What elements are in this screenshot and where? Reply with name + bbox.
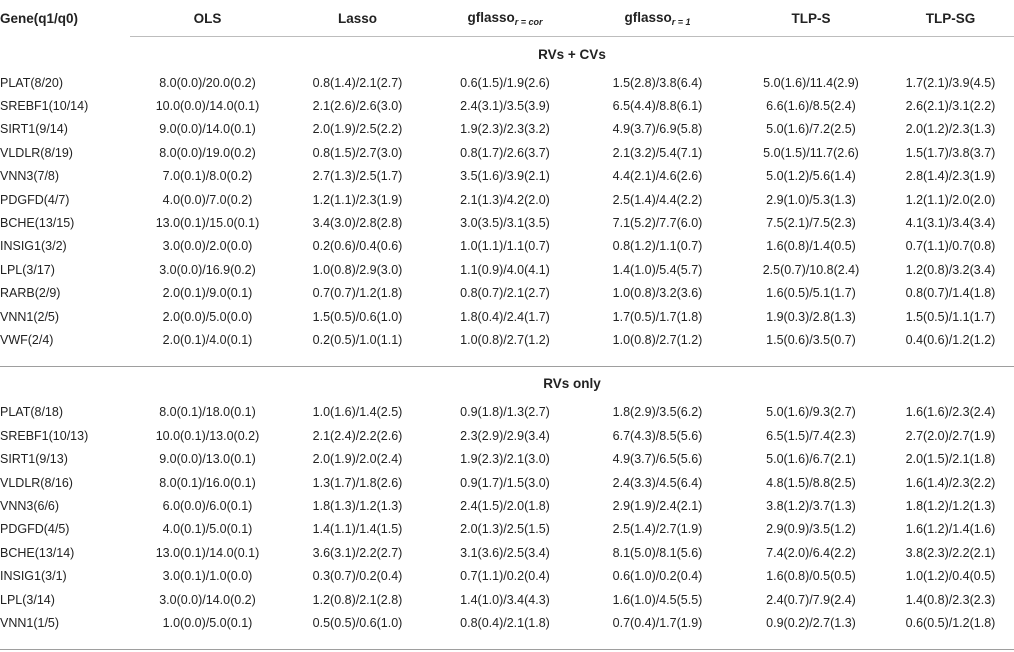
gflasso-one-subscript: r = 1 xyxy=(671,16,691,27)
table-row xyxy=(0,282,1014,305)
value-cell: 2.1(1.3)/4.2(2.0) xyxy=(460,192,550,207)
value-cell: 1.2(0.8)/2.1(2.8) xyxy=(312,592,403,607)
value-cell: 0.8(0.7)/2.1(2.7) xyxy=(460,286,550,301)
ols-column-header: OLS xyxy=(193,10,222,26)
gene-cell: LPL(3/14) xyxy=(0,592,55,607)
gflasso-cor-subscript: r = cor xyxy=(514,16,543,27)
value-cell: 2.0(1.9)/2.5(2.2) xyxy=(312,122,403,137)
table-body xyxy=(0,37,1014,650)
value-cell: 1.8(1.2)/1.2(1.3) xyxy=(905,498,996,513)
value-cell: 1.5(2.8)/3.8(6.4) xyxy=(612,75,703,90)
value-cell: 1.9(0.3)/2.8(1.3) xyxy=(766,309,856,324)
value-cell: 2.0(1.2)/2.3(1.3) xyxy=(905,122,996,137)
value-cell: 1.8(1.3)/1.2(1.3) xyxy=(312,498,403,513)
value-cell: 2.0(0.1)/4.0(0.1) xyxy=(162,332,253,347)
section-divider xyxy=(0,352,1014,367)
value-cell: 2.8(1.4)/2.3(1.9) xyxy=(905,169,996,184)
value-cell: 1.6(1.0)/4.5(5.5) xyxy=(612,592,703,607)
value-cell: 4.1(3.1)/3.4(3.4) xyxy=(905,216,996,231)
header-row xyxy=(0,0,1014,37)
value-cell: 1.6(1.4)/2.3(2.2) xyxy=(905,475,996,490)
value-cell: 2.1(3.2)/5.4(7.1) xyxy=(612,145,703,160)
value-cell: 0.7(1.1)/0.2(0.4) xyxy=(460,569,550,584)
value-cell: 0.9(0.2)/2.7(1.3) xyxy=(766,615,856,630)
lasso-column-header: Lasso xyxy=(337,10,378,26)
gene-cell: SIRT1(9/13) xyxy=(0,452,68,467)
value-cell: 6.5(4.4)/8.8(6.1) xyxy=(612,99,703,114)
table-row xyxy=(0,118,1014,141)
value-cell: 9.0(0.0)/14.0(0.1) xyxy=(159,122,256,137)
value-cell: 9.0(0.0)/13.0(0.1) xyxy=(159,452,256,467)
value-cell: 3.0(3.5)/3.1(3.5) xyxy=(460,216,550,231)
value-cell: 0.7(0.4)/1.7(1.9) xyxy=(612,615,703,630)
section-title: RVs + CVs xyxy=(130,37,1014,72)
value-cell: 7.4(2.0)/6.4(2.2) xyxy=(766,545,856,560)
gflasso-one-column-header: gflasso$_{r = 1}$ xyxy=(624,9,691,27)
gene-cell: VNN3(7/8) xyxy=(0,169,60,184)
table-row xyxy=(0,235,1014,258)
table-row xyxy=(0,401,1014,424)
value-cell: 6.6(1.6)/8.5(2.4) xyxy=(766,99,856,114)
value-cell: 4.0(0.1)/5.0(0.1) xyxy=(162,522,253,537)
value-cell: 1.3(1.7)/1.8(2.6) xyxy=(312,475,403,490)
value-cell: 6.0(0.0)/6.0(0.1) xyxy=(162,498,253,513)
table-row xyxy=(0,94,1014,117)
value-cell: 0.8(1.7)/2.6(3.7) xyxy=(460,145,550,160)
gene-cell: VNN1(1/5) xyxy=(0,615,60,630)
value-cell: 3.0(0.1)/1.0(0.0) xyxy=(162,569,253,584)
value-cell: 0.4(0.6)/1.2(1.2) xyxy=(905,332,996,347)
gene-cell: PLAT(8/20) xyxy=(0,75,63,90)
value-cell: 1.8(0.4)/2.4(1.7) xyxy=(460,309,550,324)
table-row xyxy=(0,447,1014,470)
value-cell: 1.4(1.1)/1.4(1.5) xyxy=(312,522,403,537)
table-row xyxy=(0,188,1014,211)
value-cell: 1.5(0.5)/0.6(1.0) xyxy=(312,309,403,324)
value-cell: 1.0(1.1)/1.1(0.7) xyxy=(460,239,550,254)
value-cell: 0.8(1.4)/2.1(2.7) xyxy=(312,75,403,90)
value-cell: 5.0(1.6)/7.2(2.5) xyxy=(766,122,856,137)
table-row xyxy=(0,588,1014,611)
value-cell: 1.0(0.8)/2.7(1.2) xyxy=(460,332,550,347)
gene-cell: INSIG1(3/1) xyxy=(0,569,67,584)
value-cell: 2.9(1.0)/5.3(1.3) xyxy=(766,192,856,207)
value-cell: 2.0(1.9)/2.0(2.4) xyxy=(312,452,403,467)
value-cell: 2.6(2.1)/3.1(2.2) xyxy=(905,99,996,114)
table-row xyxy=(0,211,1014,234)
value-cell: 7.1(5.2)/7.7(6.0) xyxy=(612,216,703,231)
table-row xyxy=(0,141,1014,164)
value-cell: 1.6(1.2)/1.4(1.6) xyxy=(905,522,996,537)
value-cell: 0.9(1.8)/1.3(2.7) xyxy=(460,405,550,420)
gene-cell: VLDLR(8/16) xyxy=(0,475,73,490)
value-cell: 5.0(1.2)/5.6(1.4) xyxy=(766,169,856,184)
gene-cell: SREBF1(10/13) xyxy=(0,428,89,443)
value-cell: 2.5(0.7)/10.8(2.4) xyxy=(762,262,860,277)
value-cell: 1.1(0.9)/4.0(4.1) xyxy=(460,262,550,277)
value-cell: 0.2(0.5)/1.0(1.1) xyxy=(312,332,403,347)
value-cell: 3.0(0.0)/16.9(0.2) xyxy=(159,262,256,277)
value-cell: 8.0(0.1)/16.0(0.1) xyxy=(159,475,256,490)
value-cell: 4.8(1.5)/8.8(2.5) xyxy=(766,475,856,490)
value-cell: 0.8(0.7)/1.4(1.8) xyxy=(905,286,996,301)
value-cell: 2.4(3.3)/4.5(6.4) xyxy=(612,475,703,490)
value-cell: 1.6(0.8)/1.4(0.5) xyxy=(766,239,856,254)
value-cell: 5.0(1.6)/9.3(2.7) xyxy=(766,405,856,420)
value-cell: 0.5(0.5)/0.6(1.0) xyxy=(312,615,403,630)
value-cell: 2.9(1.9)/2.4(2.1) xyxy=(612,498,703,513)
value-cell: 5.0(1.6)/6.7(2.1) xyxy=(766,452,856,467)
divider-line xyxy=(0,352,1014,367)
value-cell: 13.0(0.1)/14.0(0.1) xyxy=(155,545,260,560)
divider-line xyxy=(0,635,1014,650)
value-cell: 0.7(1.1)/0.7(0.8) xyxy=(905,239,996,254)
value-cell: 1.4(1.0)/3.4(4.3) xyxy=(460,592,550,607)
value-cell: 1.5(1.7)/3.8(3.7) xyxy=(905,145,996,160)
value-cell: 7.5(2.1)/7.5(2.3) xyxy=(766,216,856,231)
value-cell: 2.0(0.0)/5.0(0.0) xyxy=(162,309,253,324)
table-row xyxy=(0,541,1014,564)
value-cell: 1.0(1.6)/1.4(2.5) xyxy=(312,405,403,420)
value-cell: 0.2(0.6)/0.4(0.6) xyxy=(312,239,403,254)
table-row xyxy=(0,424,1014,447)
value-cell: 0.8(1.2)/1.1(0.7) xyxy=(612,239,703,254)
gene-cell: BCHE(13/15) xyxy=(0,216,75,231)
table-row xyxy=(0,305,1014,328)
gene-cell: VNN3(6/6) xyxy=(0,498,60,513)
gene-cell: PDGFD(4/5) xyxy=(0,522,70,537)
value-cell: 4.4(2.1)/4.6(2.6) xyxy=(612,169,703,184)
value-cell: 1.6(0.5)/5.1(1.7) xyxy=(766,286,856,301)
value-cell: 2.4(1.5)/2.0(1.8) xyxy=(460,498,550,513)
value-cell: 1.2(1.1)/2.3(1.9) xyxy=(312,192,403,207)
value-cell: 4.9(3.7)/6.9(5.8) xyxy=(612,122,703,137)
value-cell: 4.9(3.7)/6.5(5.6) xyxy=(612,452,703,467)
section-header-spacer xyxy=(0,366,130,401)
table-row xyxy=(0,328,1014,351)
value-cell: 0.6(1.5)/1.9(2.6) xyxy=(460,75,550,90)
gene-cell: PLAT(8/18) xyxy=(0,405,63,420)
value-cell: 3.6(3.1)/2.2(2.7) xyxy=(312,545,403,560)
table-row xyxy=(0,518,1014,541)
value-cell: 6.7(4.3)/8.5(5.6) xyxy=(612,428,703,443)
value-cell: 3.1(3.6)/2.5(3.4) xyxy=(460,545,550,560)
gene-column-header: Gene(q1/q0) xyxy=(0,10,79,26)
value-cell: 1.0(0.8)/2.7(1.2) xyxy=(612,332,703,347)
value-cell: 2.4(3.1)/3.5(3.9) xyxy=(460,99,550,114)
value-cell: 3.8(1.2)/3.7(1.3) xyxy=(766,498,856,513)
gene-cell: RARB(2/9) xyxy=(0,286,61,301)
value-cell: 1.4(0.8)/2.3(2.3) xyxy=(905,592,996,607)
table-row xyxy=(0,71,1014,94)
section-title: RVs only xyxy=(130,366,1014,401)
value-cell: 0.8(0.4)/2.1(1.8) xyxy=(460,615,550,630)
value-cell: 3.5(1.6)/3.9(2.1) xyxy=(460,169,550,184)
value-cell: 2.0(1.3)/2.5(1.5) xyxy=(460,522,550,537)
value-cell: 1.5(0.5)/1.1(1.7) xyxy=(905,309,996,324)
value-cell: 2.0(0.1)/9.0(0.1) xyxy=(162,286,253,301)
value-cell: 1.6(1.6)/2.3(2.4) xyxy=(905,405,996,420)
table-row xyxy=(0,471,1014,494)
gene-cell: VLDLR(8/19) xyxy=(0,145,73,160)
table-row xyxy=(0,611,1014,634)
value-cell: 2.7(1.3)/2.5(1.7) xyxy=(312,169,403,184)
tlp-sg-column-header: TLP-SG xyxy=(925,10,976,26)
value-cell: 2.5(1.4)/4.4(2.2) xyxy=(612,192,703,207)
value-cell: 4.0(0.0)/7.0(0.2) xyxy=(162,192,253,207)
value-cell: 0.6(1.0)/0.2(0.4) xyxy=(612,569,703,584)
value-cell: 0.9(1.7)/1.5(3.0) xyxy=(460,475,550,490)
value-cell: 8.0(0.1)/18.0(0.1) xyxy=(159,405,256,420)
value-cell: 6.5(1.5)/7.4(2.3) xyxy=(766,428,856,443)
value-cell: 10.0(0.1)/13.0(0.2) xyxy=(155,428,260,443)
value-cell: 2.9(0.9)/3.5(1.2) xyxy=(766,522,856,537)
value-cell: 2.4(0.7)/7.9(2.4) xyxy=(766,592,856,607)
value-cell: 13.0(0.1)/15.0(0.1) xyxy=(155,216,260,231)
value-cell: 1.6(0.8)/0.5(0.5) xyxy=(766,569,856,584)
section-header-spacer xyxy=(0,37,130,72)
table-row xyxy=(0,494,1014,517)
gene-cell: INSIG1(3/2) xyxy=(0,239,67,254)
tlp-s-column-header: TLP-S xyxy=(791,10,831,26)
gene-cell: LPL(3/17) xyxy=(0,262,55,277)
value-cell: 3.4(3.0)/2.8(2.8) xyxy=(312,216,403,231)
value-cell: 1.9(2.3)/2.1(3.0) xyxy=(460,452,550,467)
value-cell: 1.2(1.1)/2.0(2.0) xyxy=(905,192,996,207)
value-cell: 1.7(2.1)/3.9(4.5) xyxy=(905,75,996,90)
gene-cell: BCHE(13/14) xyxy=(0,545,75,560)
value-cell: 1.9(2.3)/2.3(3.2) xyxy=(460,122,550,137)
value-cell: 2.1(2.4)/2.2(2.6) xyxy=(312,428,403,443)
value-cell: 10.0(0.0)/14.0(0.1) xyxy=(155,99,260,114)
value-cell: 1.8(2.9)/3.5(6.2) xyxy=(612,405,703,420)
gene-cell: PDGFD(4/7) xyxy=(0,192,70,207)
value-cell: 3.8(2.3)/2.2(2.1) xyxy=(905,545,996,560)
value-cell: 8.0(0.0)/20.0(0.2) xyxy=(159,75,256,90)
value-cell: 1.0(0.0)/5.0(0.1) xyxy=(162,615,253,630)
value-cell: 2.3(2.9)/2.9(3.4) xyxy=(460,428,550,443)
value-cell: 1.5(0.6)/3.5(0.7) xyxy=(766,332,856,347)
section-divider xyxy=(0,635,1014,650)
value-cell: 0.6(0.5)/1.2(1.8) xyxy=(905,615,996,630)
value-cell: 1.0(0.8)/3.2(3.6) xyxy=(612,286,703,301)
value-cell: 2.7(2.0)/2.7(1.9) xyxy=(905,428,996,443)
value-cell: 2.0(1.5)/2.1(1.8) xyxy=(905,452,996,467)
gflasso-cor-column-header: gflasso$_{r = cor}$ xyxy=(467,9,543,27)
gene-cell: VWF(2/4) xyxy=(0,332,54,347)
value-cell: 1.7(0.5)/1.7(1.8) xyxy=(612,309,703,324)
value-cell: 3.0(0.0)/2.0(0.0) xyxy=(162,239,253,254)
value-cell: 7.0(0.1)/8.0(0.2) xyxy=(162,169,253,184)
section-header-row xyxy=(0,37,1014,72)
table-row xyxy=(0,258,1014,281)
value-cell: 0.8(1.5)/2.7(3.0) xyxy=(312,145,403,160)
gene-cell: SREBF1(10/14) xyxy=(0,99,89,114)
table-row xyxy=(0,165,1014,188)
gene-cell: SIRT1(9/14) xyxy=(0,122,68,137)
gene-cell: VNN1(2/5) xyxy=(0,309,60,324)
value-cell: 1.4(1.0)/5.4(5.7) xyxy=(612,262,703,277)
value-cell: 8.1(5.0)/8.1(5.6) xyxy=(612,545,703,560)
value-cell: 1.2(0.8)/3.2(3.4) xyxy=(905,262,996,277)
section-header-row xyxy=(0,366,1014,401)
table-row xyxy=(0,564,1014,587)
value-cell: 0.3(0.7)/0.2(0.4) xyxy=(312,569,403,584)
value-cell: 3.0(0.0)/14.0(0.2) xyxy=(159,592,256,607)
value-cell: 2.5(1.4)/2.7(1.9) xyxy=(612,522,703,537)
value-cell: 5.0(1.5)/11.7(2.6) xyxy=(763,145,859,160)
value-cell: 2.1(2.6)/2.6(3.0) xyxy=(312,99,403,114)
value-cell: 1.0(0.8)/2.9(3.0) xyxy=(312,262,403,277)
value-cell: 0.7(0.7)/1.2(1.8) xyxy=(312,286,403,301)
value-cell: 8.0(0.0)/19.0(0.2) xyxy=(159,145,256,160)
value-cell: 1.0(1.2)/0.4(0.5) xyxy=(905,569,996,584)
value-cell: 5.0(1.6)/11.4(2.9) xyxy=(763,75,859,90)
